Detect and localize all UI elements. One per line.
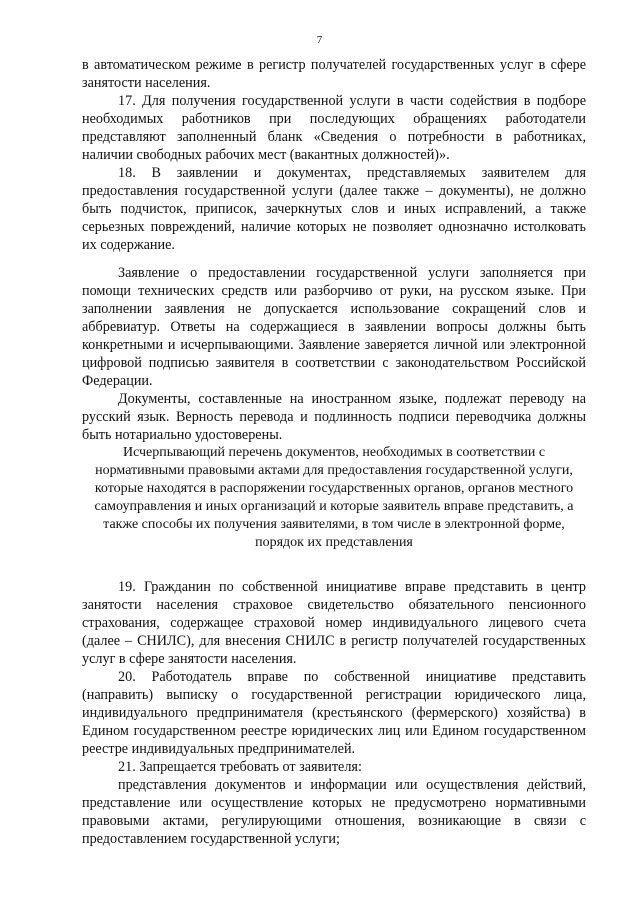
paragraph-18: 18. В заявлении и документах, представляемых заявителем для предоставления государственной услуги (далее также – документы), не должно быть подчисток, приписок, зачеркнутых слов и иных исправлений, а также серьезных повреждений, наличие которых не позволяет однозначно истолковать их содержание. <box>82 165 586 253</box>
section-heading: Исчерпывающий перечень документов, необходимых в соответствии с нормативными правовыми актами для предоставления государственной услуги, которые находятся в распоряжении государственных органов, органов местного самоуправления и иных организаций и которые заявитель вправе представить, а также способы их получения заявителями, в том числе в электронной форме, порядок их представления <box>94 445 574 550</box>
paragraph-continuation: в автоматическом режиме в регистр получателей государственных услуг в сфере занятости населения. <box>82 57 586 91</box>
paragraph-21: 21. Запрещается требовать от заявителя: <box>118 759 362 775</box>
paragraph-application-filling: Заявление о предоставлении государственной услуги заполняется при помощи технических средств или разборчиво от руки, на русском языке. При заполнении заявления не допускается использование сокращений слов и аббревиатур. Ответы на содержащиеся в заявлении вопросы должны быть конкретными и исчерпывающими. Заявление заверяется личной или электронной цифровой подписью заявителя в соответствии с законодательством Российской Федерации. <box>82 265 586 389</box>
paragraph-17: 17. Для получения государственной услуги в части содействия в подборе необходимых работников при последующих обращениях работодатели представляют заполненный бланк «Сведения о потребности в работниках, наличии свободных рабочих мест (вакантных должностей)». <box>82 93 586 163</box>
paragraph-foreign-documents: Документы, составленные на иностранном языке, подлежат переводу на русский язык. Верность перевода и подлинность подписи переводчика должны быть нотариально удостоверены. <box>82 391 586 443</box>
paragraph-20: 20. Работодатель вправе по собственной инициативе представить (направить) выписку о государственной регистрации юридического лица, индивидуального предпринимателя (крестьянского (фермерского) хозяйства) в Едином государственном реестре юридических лиц или Едином государственном реестре индивидуальных предпринимателей. <box>82 669 586 757</box>
page-number: 7 <box>316 34 323 46</box>
document-body <box>82 56 586 848</box>
paragraph-19: 19. Гражданин по собственной инициативе вправе представить в центр занятости населения страховое свидетельство обязательного пенсионного страхования, содержащее страховой номер индивидуального лицевого счета (далее – СНИЛС), для внесения СНИЛС в регистр получателей государственных услуг в сфере занятости населения. <box>82 579 586 667</box>
paragraph-21-item: представления документов и информации или осуществления действий, представление или осуществление которых не предусмотрено нормативными правовыми актами, регулирующими отношения, возникающие в связи с предоставлением государственной услуги; <box>82 777 586 847</box>
